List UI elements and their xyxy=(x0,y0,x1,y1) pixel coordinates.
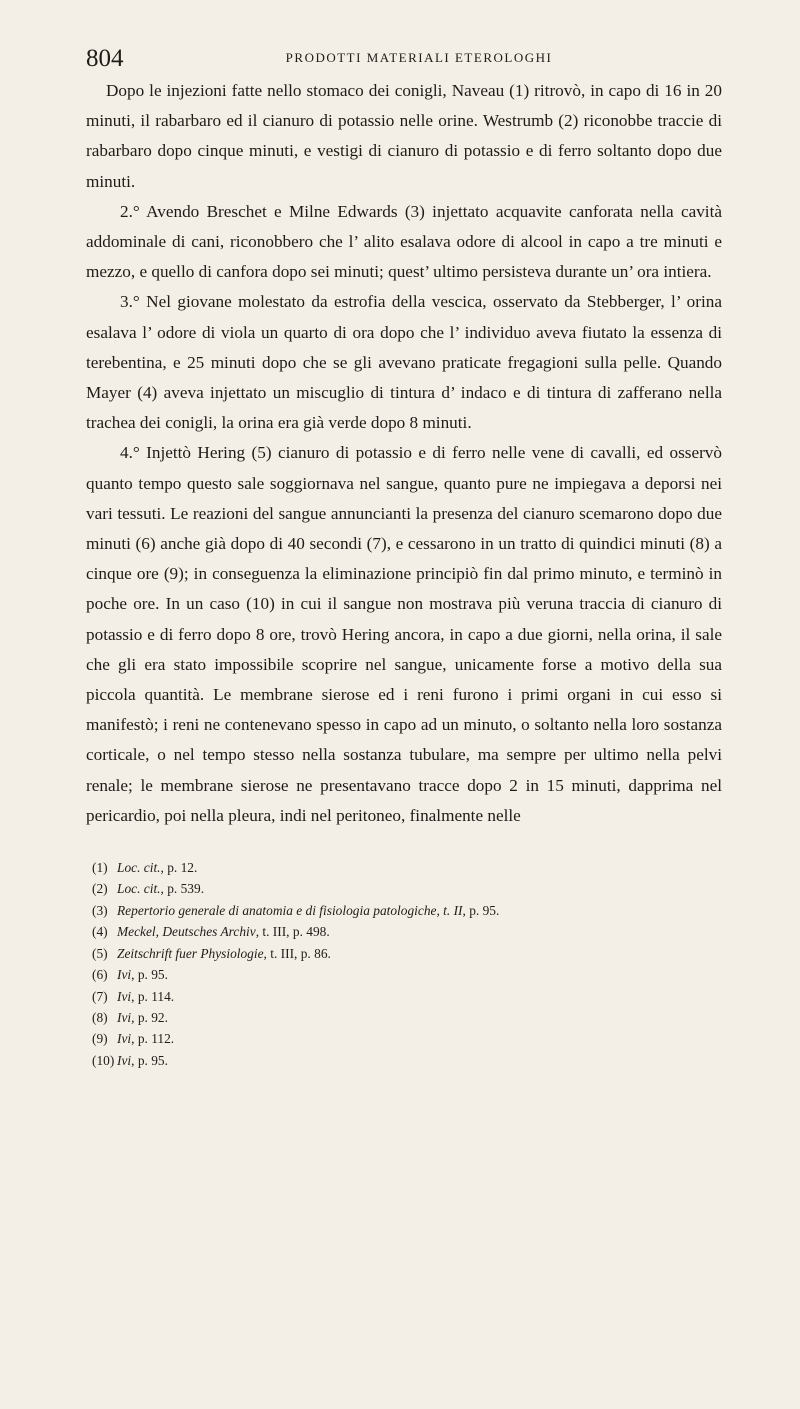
paragraph: 3.° Nel giovane molestato da estrofia della vescica, osservato da Stebberger, l’ orina esalava l’ odore di viola un quarto di ora dopo che l’ individuo aveva fiutato la essenza di terebentina, e 25 minuti dopo che se gli avevano praticate fregagioni sulla pelle. Quando Mayer (4) aveva injettato un miscuglio di tintura d’ indaco e di tintura di zafferano nella trachea dei conigli, la orina era già verde dopo 8 minuti. xyxy=(86,292,722,433)
footnote-number: (3) xyxy=(92,902,108,918)
footnotes xyxy=(86,857,722,1071)
footnote-number: (9) xyxy=(92,1031,108,1047)
footnote-page: , p. 95. xyxy=(462,902,500,918)
footnote xyxy=(92,1028,722,1049)
footnote-source: Ivi xyxy=(117,988,132,1004)
footnote-source: Ivi xyxy=(117,1031,132,1047)
footnote xyxy=(92,900,722,921)
footnote-source: Ivi xyxy=(117,1052,132,1068)
footnote-page: , p. 95. xyxy=(131,1052,168,1068)
footnote xyxy=(92,1007,722,1028)
page-header xyxy=(86,44,722,76)
footnote xyxy=(92,964,722,985)
footnote-source: Repertorio generale di anatomia e di fisiologia patologiche, t. II xyxy=(117,902,463,918)
footnote-source: Ivi xyxy=(117,1009,132,1025)
footnote xyxy=(92,921,722,942)
footnote-number: (4) xyxy=(92,924,108,940)
footnote-number: (2) xyxy=(92,881,108,897)
paragraph: 2.° Avendo Breschet e Milne Edwards (3) injettato acquavite canforata nella cavità addominale di cani, riconobbero che l’ alito esalava odore di alcool in capo a tre minuti e mezzo, e quello di canfora dopo sei minuti; quest’ ultimo persisteva durante un’ ora intiera. xyxy=(86,201,722,282)
footnote-number: (6) xyxy=(92,967,108,983)
footnote-number: (7) xyxy=(92,988,108,1004)
footnote-number: (5) xyxy=(92,945,108,961)
footnote xyxy=(92,1050,722,1071)
footnote-page: , p. 114. xyxy=(131,988,175,1004)
book-page xyxy=(86,44,722,1071)
footnote-page: , p. 12. xyxy=(160,860,198,876)
body-text xyxy=(86,76,722,831)
footnote-source: Loc. cit. xyxy=(117,881,161,897)
footnote-page: , p. 95. xyxy=(131,967,168,983)
paragraph: Dopo le injezioni fatte nello stomaco dei conigli, Naveau (1) ritrovò, in capo di 16 in 20 minuti, il rabarbaro ed il cianuro di potassio nelle orine. Westrumb (2) riconobbe traccie di rabarbaro dopo cinque minuti, e vestigi di cianuro di potassio e di ferro soltanto dopo due minuti. xyxy=(86,81,722,191)
footnote xyxy=(92,986,722,1007)
paragraph: 4.° Injettò Hering (5) cianuro di potassio e di ferro nelle vene di cavalli, ed osservò quanto tempo questo sale soggiornava nel sangue, quanto pure ne impiegava a deporsi nei vari tessuti. Le reazioni del sangue annuncianti la presenza del cianuro scemarono dopo due minuti (6) anche già dopo di 40 secondi (7), e cessarono in un tratto di quindici minuti (8) a cinque ore (9); in conseguenza la eliminazione principiò fin dal primo minuto, e terminò in poche ore. In un caso (10) in cui il sangue non mostrava più veruna traccia di cianuro di potassio e di ferro dopo 8 ore, trovò Hering ancora, in capo a due giorni, nella orina, il sale che gli era stato impossibile scoprire nel sangue, unicamente forse a motivo della sua piccola quantità. Le membrane sierose ed i reni furono i primi organi in cui esso si manifestò; i reni ne contenevano spesso in capo ad un minuto, o soltanto nella loro sostanza corticale, o nel tempo stesso nella sostanza tubulare, ma sempre per ultimo nella pelvi renale; le membrane sierose ne presentavano tracce dopo 2 in 15 minuti, dapprima nel pericardio, poi nella pleura, indi nel peritoneo, finalmente nelle xyxy=(86,443,722,825)
footnote-source: Meckel, Deutsches Archiv xyxy=(117,924,256,940)
footnote-page: , p. 539. xyxy=(160,881,205,897)
page-number: 804 xyxy=(86,45,124,72)
footnote-page: , t. III, p. 86. xyxy=(263,945,331,961)
footnote-source: Zeitschrift fuer Physiologie xyxy=(117,945,264,961)
footnote xyxy=(92,857,722,878)
footnote-number: (8) xyxy=(92,1009,108,1025)
footnote xyxy=(92,943,722,964)
footnote-page: , p. 92. xyxy=(131,1009,168,1025)
footnote-source: Loc. cit. xyxy=(117,860,161,876)
footnote-source: Ivi xyxy=(117,967,132,983)
footnote xyxy=(92,878,722,899)
running-head: PRODOTTI MATERIALI ETEROLOGHI xyxy=(285,50,553,65)
footnote-page: , p. 112. xyxy=(131,1031,175,1047)
footnote-page: , t. III, p. 498. xyxy=(255,924,330,940)
footnote-number: (10) xyxy=(92,1052,115,1068)
footnote-number: (1) xyxy=(92,860,108,876)
